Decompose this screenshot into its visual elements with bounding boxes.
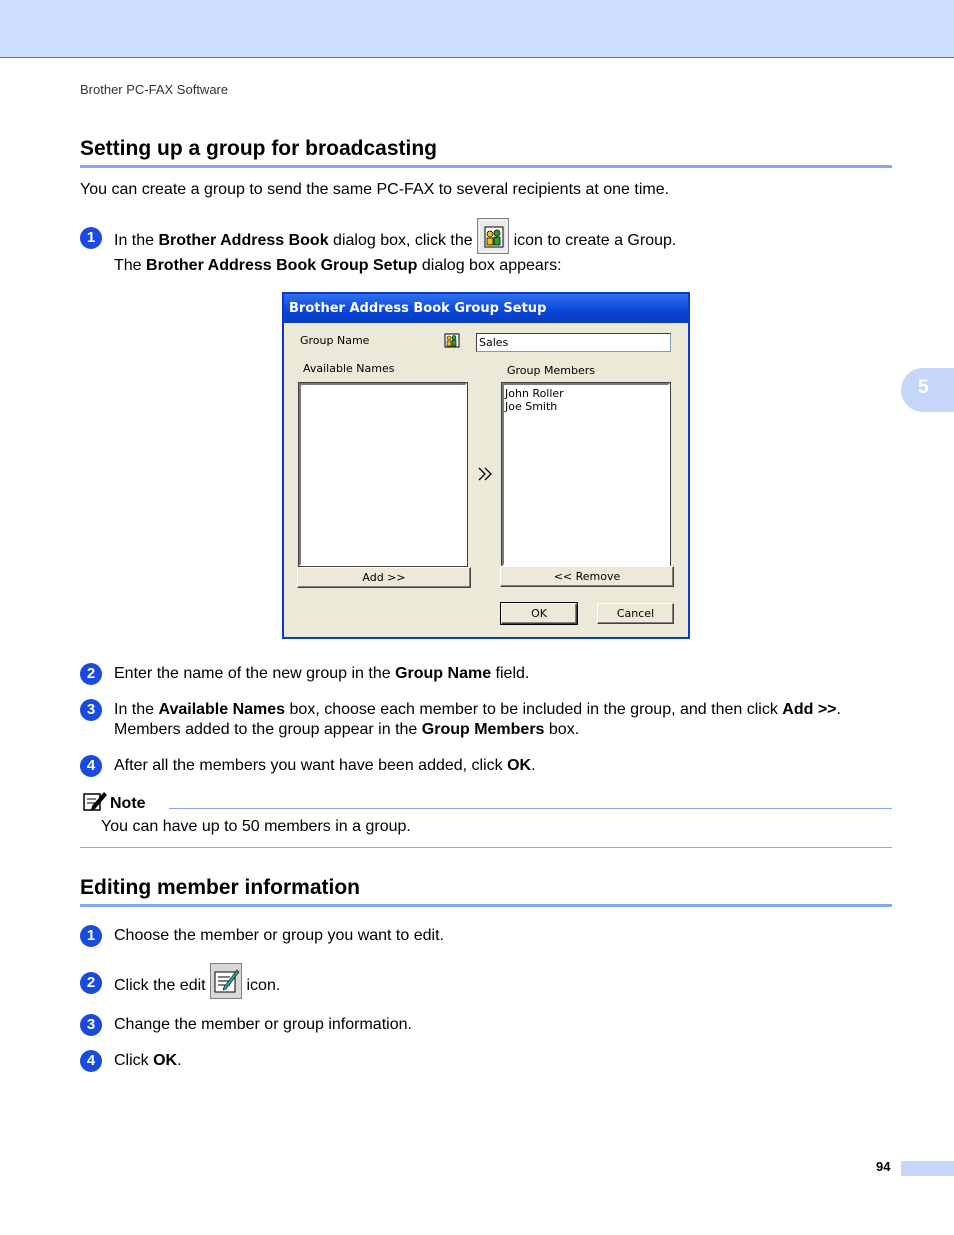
note-rule bbox=[169, 808, 892, 809]
section-title-group-setup: Setting up a group for broadcasting bbox=[80, 137, 437, 160]
text-run: box. bbox=[544, 721, 580, 738]
note-label: Note bbox=[110, 795, 146, 812]
running-head: Brother PC-FAX Software bbox=[80, 82, 229, 97]
bold-run: Group Members bbox=[421, 721, 545, 738]
bold-run: Add >> bbox=[782, 701, 837, 718]
bold-run: OK bbox=[153, 1052, 178, 1069]
step-text bbox=[114, 756, 894, 776]
step-subline bbox=[114, 256, 894, 276]
dialog-title: Brother Address Book Group Setup bbox=[284, 294, 688, 323]
step-text: Change the member or group information. bbox=[114, 1016, 412, 1033]
bold-run: Group Name bbox=[395, 665, 492, 682]
text-run: dialog box, click the bbox=[328, 232, 478, 250]
add-button[interactable]: Add >> bbox=[297, 567, 471, 588]
chapter-number: 5 bbox=[918, 377, 929, 398]
group-members-label: Group Members bbox=[507, 364, 595, 377]
list-item[interactable]: Joe Smith bbox=[505, 400, 558, 413]
text-run: icon. bbox=[242, 977, 281, 995]
step-text bbox=[114, 228, 894, 276]
text-run: Enter the name of the new group in the bbox=[114, 665, 396, 682]
step-text bbox=[114, 700, 894, 740]
step-text bbox=[114, 1051, 894, 1071]
text-run: field. bbox=[491, 665, 530, 682]
step-number: 2 bbox=[80, 972, 102, 994]
text-run: In the bbox=[114, 701, 159, 718]
note-pencil-icon bbox=[82, 790, 108, 812]
group-icon bbox=[444, 332, 460, 352]
text-run: The bbox=[114, 257, 147, 274]
note-bottom-rule bbox=[80, 847, 892, 848]
note-text: You can have up to 50 members in a group. bbox=[101, 818, 411, 835]
page-number: 94 bbox=[876, 1159, 891, 1174]
text-run: Click the edit bbox=[114, 977, 211, 995]
chapter-tab bbox=[901, 368, 954, 412]
text-run: box, choose each member to be included in the group, and then click bbox=[285, 701, 783, 718]
intro-paragraph: You can create a group to send the same PC-FAX to several recipients at one time. bbox=[80, 181, 670, 198]
edit-icon bbox=[210, 963, 242, 999]
section-rule bbox=[80, 165, 892, 168]
text-run: After all the members you want have been added, click bbox=[114, 757, 508, 774]
section-title-editing: Editing member information bbox=[80, 876, 361, 899]
step-number: 4 bbox=[80, 755, 102, 777]
text-run: Members added to the group appear in the bbox=[114, 721, 422, 738]
step-text bbox=[114, 973, 894, 999]
bold-run: OK bbox=[507, 757, 532, 774]
text-run: . bbox=[177, 1052, 182, 1069]
note-header bbox=[80, 790, 892, 814]
top-header-band bbox=[0, 0, 954, 58]
text-run: . bbox=[531, 757, 536, 774]
list-item[interactable]: John Roller bbox=[505, 387, 564, 400]
bold-run: Available Names bbox=[158, 701, 286, 718]
group-members-list[interactable] bbox=[502, 383, 670, 566]
cancel-button[interactable]: Cancel bbox=[597, 603, 674, 624]
text-run: Click bbox=[114, 1052, 154, 1069]
group-name-label: Group Name bbox=[300, 334, 370, 347]
step-number: 4 bbox=[80, 1050, 102, 1072]
group-name-input[interactable]: Sales bbox=[476, 333, 671, 352]
bold-run: Brother Address Book bbox=[158, 232, 329, 250]
text-run: dialog box appears: bbox=[417, 257, 562, 274]
page-number-bar bbox=[901, 1161, 954, 1176]
section-rule bbox=[80, 904, 892, 907]
step-number: 3 bbox=[80, 1014, 102, 1036]
text-run: icon to create a Group. bbox=[509, 232, 677, 250]
bold-run: Brother Address Book Group Setup bbox=[146, 257, 418, 274]
step-subline bbox=[114, 720, 894, 740]
text-run: In the bbox=[114, 232, 159, 250]
step-number: 1 bbox=[80, 925, 102, 947]
ok-button[interactable]: OK bbox=[501, 603, 577, 624]
step-number: 3 bbox=[80, 699, 102, 721]
chevron-right-icon bbox=[476, 466, 496, 482]
step-number: 2 bbox=[80, 663, 102, 685]
available-names-label: Available Names bbox=[303, 362, 395, 375]
remove-button[interactable]: << Remove bbox=[500, 566, 674, 587]
group-setup-dialog bbox=[282, 292, 690, 639]
step-number: 1 bbox=[80, 227, 102, 249]
step-text bbox=[114, 664, 894, 684]
step-text: Choose the member or group you want to edit. bbox=[114, 927, 444, 944]
available-names-list[interactable] bbox=[299, 383, 467, 566]
group-icon bbox=[477, 218, 509, 254]
text-run: . bbox=[836, 701, 841, 718]
